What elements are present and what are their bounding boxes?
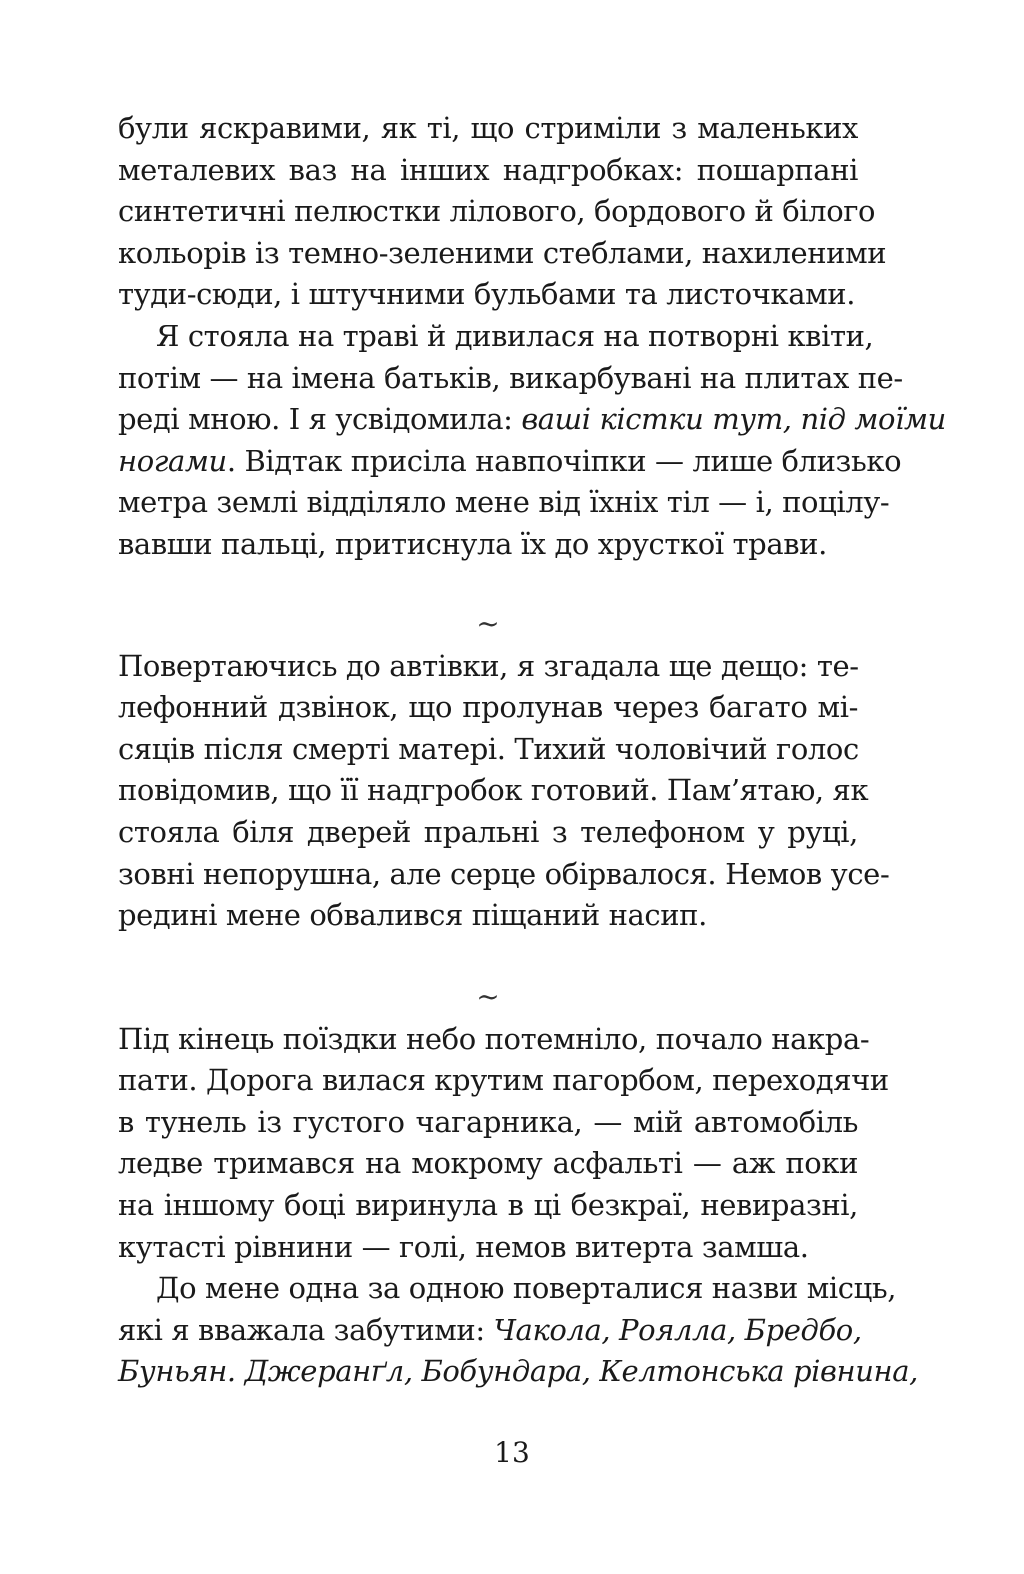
text-line: ледве тримався на мокрому асфальті — аж поки (118, 1146, 858, 1181)
text-span: реді мною. І я усвідомила: (118, 402, 522, 437)
text-span: . Відтак присіла навпочіпки — лише близько (226, 443, 902, 478)
text-line: металевих ваз на інших надгробках: пошарпані (118, 152, 858, 187)
text-line: стояла біля дверей пральні з телефоном у руці, (118, 814, 858, 849)
italic-phrase: ногами (118, 443, 227, 478)
italic-phrase: Буньян. Джеранґл, Бобундара, Келтонська рівнина, (118, 1354, 918, 1389)
text-line (118, 441, 902, 483)
paragraph-3 (118, 646, 890, 937)
italic-phrase: Чакола, Роялла, Бредбо, (493, 1312, 862, 1347)
text-line (118, 1351, 918, 1393)
text-line: пати. Дорога вилася крутим пагорбом, переходячи (118, 1063, 889, 1098)
text-line: сяців після смерті матері. Тихий чоловічий голос (118, 731, 859, 766)
text-line: метра землі відділяло мене від їхніх тіл — і, поцілу- (118, 485, 890, 520)
text-line: туди-сюди, і штучними бульбами та листочками. (118, 277, 856, 312)
paragraph-2 (118, 316, 946, 566)
text-span: які я вважала забутими: (118, 1312, 494, 1347)
paragraph-5 (118, 1268, 918, 1393)
section-separator: ~ (476, 979, 500, 1013)
text-line: кутасті рівнини — голі, немов витерта замша. (118, 1229, 809, 1264)
book-page-text (118, 108, 946, 1393)
text-line: Я стояла на траві й дивилася на потворні квіти, (156, 318, 874, 353)
text-line: в тунель із густого чагарника, — мій автомобіль (118, 1104, 858, 1139)
text-line: зовні непорушна, але серце обірвалося. Немов усе- (118, 856, 890, 891)
text-line: вавши пальці, притиснула їх до хрусткої трави. (118, 526, 827, 561)
text-line: лефонний дзвінок, що пролунав через багато мі- (118, 690, 858, 725)
text-line: на іншому боці виринула в ці безкраї, невиразні, (118, 1188, 858, 1223)
text-line: кольорів із темно-зеленими стеблами, нахиленими (118, 235, 887, 270)
paragraph-4 (118, 1019, 889, 1269)
text-line: Під кінець поїздки небо потемніло, почало накра- (118, 1021, 870, 1056)
text-line: синтетичні пелюстки лілового, бордового й білого (118, 194, 876, 229)
page-number: 13 (494, 1436, 530, 1469)
paragraph-1 (118, 108, 887, 316)
text-line (118, 399, 946, 441)
text-line: Повертаючись до автівки, я згадала ще дещо: те- (118, 648, 859, 683)
italic-phrase: ваші кістки тут, під моїми (521, 402, 946, 437)
text-line: До мене одна за одною поверталися назви місць, (156, 1271, 897, 1306)
text-line: були яскравими, як ті, що стриміли з маленьких (118, 111, 858, 145)
text-line: редині мене обвалився піщаний насип. (118, 898, 707, 933)
section-separator: ~ (476, 606, 500, 640)
text-line (118, 1310, 862, 1352)
text-line: повідомив, що її надгробок готовий. Пам’ятаю, як (118, 773, 869, 808)
text-line: потім — на імена батьків, викарбувані на плитах пе- (118, 360, 903, 395)
